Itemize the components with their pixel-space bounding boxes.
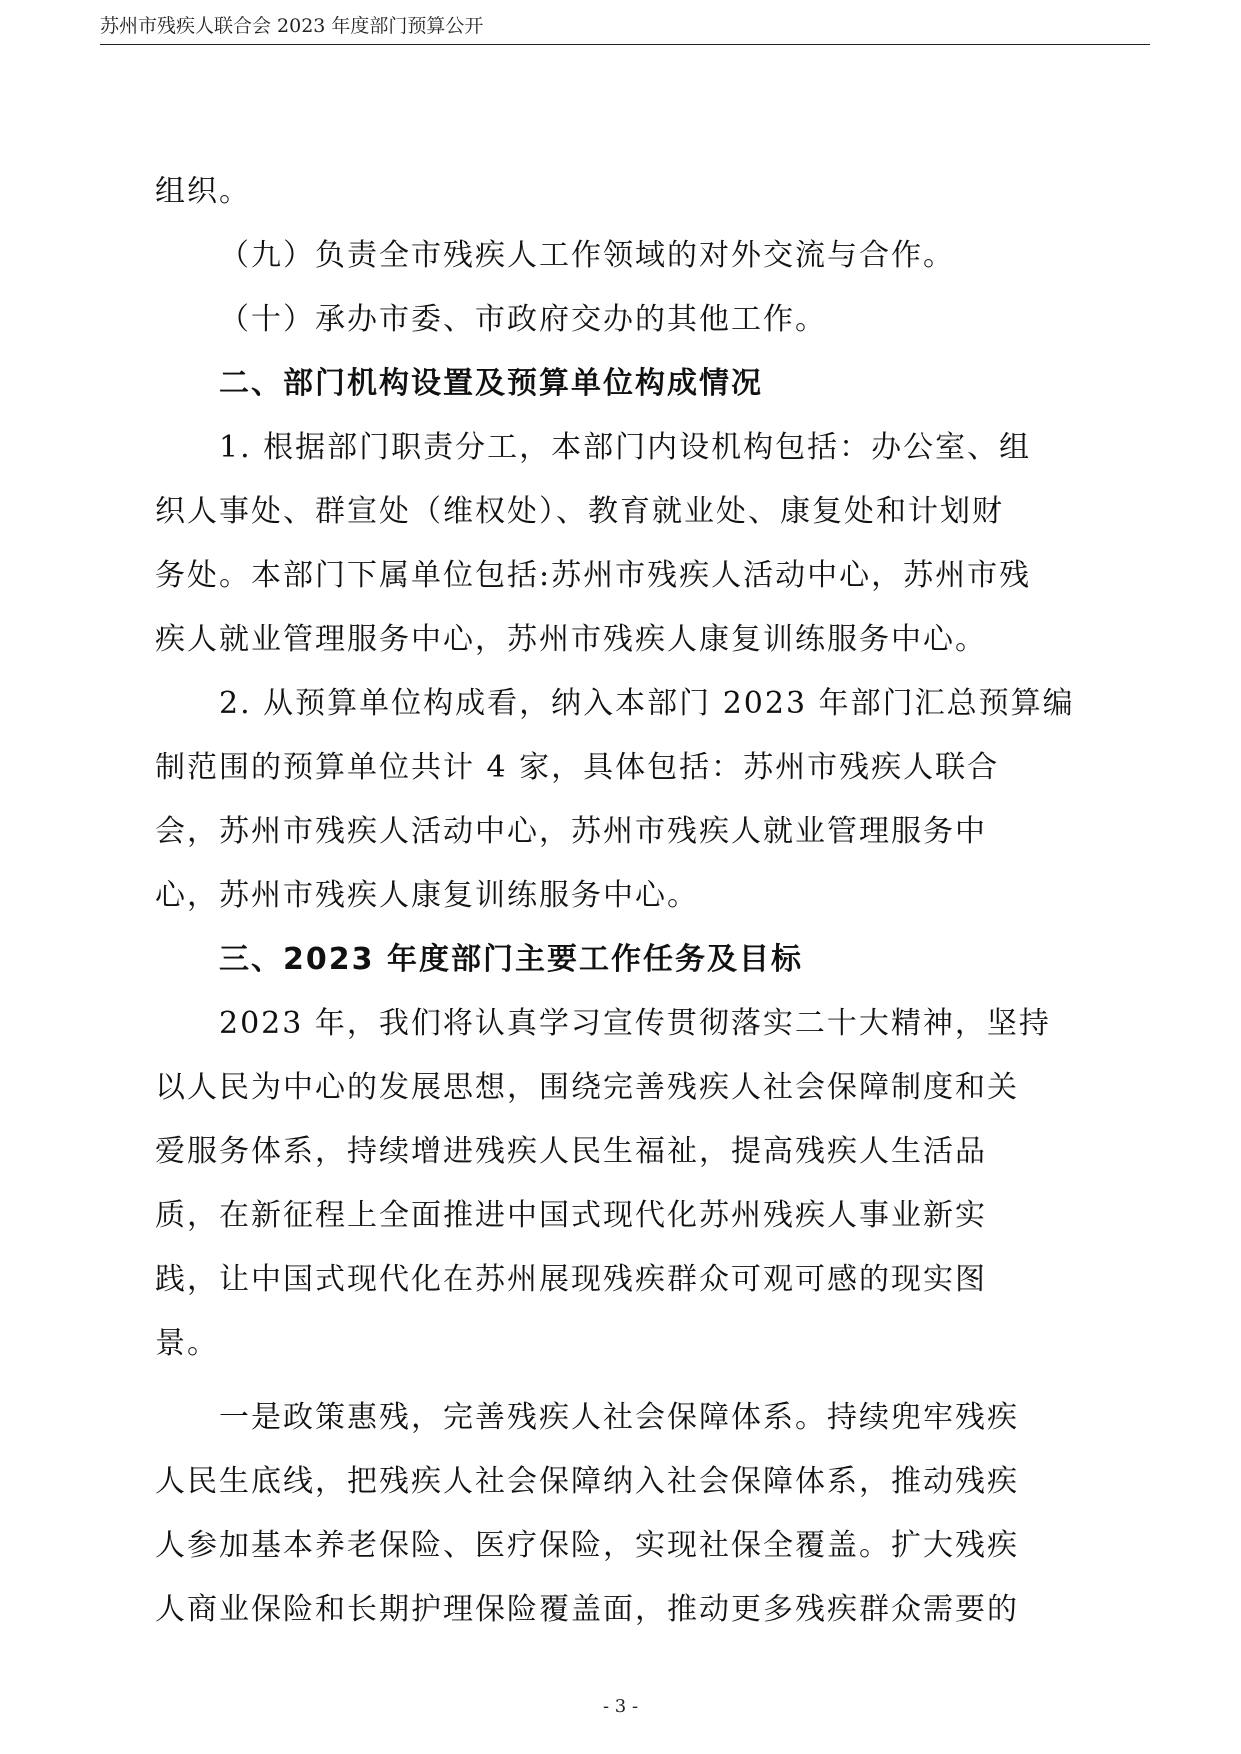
- text-line: 2023 年，我们将认真学习宣传贯彻落实二十大精神，坚持: [219, 1006, 1051, 1041]
- list-item-10: （十）承办市委、市政府交办的其他工作。: [219, 302, 827, 337]
- text-line: 人商业保险和长期护理保险覆盖面，推动更多残疾群众需要的: [155, 1592, 1019, 1627]
- text-line: 会，苏州市残疾人活动中心，苏州市残疾人就业管理服务中: [155, 814, 987, 849]
- section-heading-3: 三、2023 年度部门主要工作任务及目标: [219, 942, 803, 977]
- text-line: 践，让中国式现代化在苏州展现残疾群众可观可感的现实图: [155, 1262, 987, 1297]
- text-line: 2. 从预算单位构成看，纳入本部门 2023 年部门汇总预算编: [219, 686, 1075, 721]
- page-header: 苏州市残疾人联合会 2023 年度部门预算公开: [100, 15, 484, 37]
- paragraph-annual-goals: [155, 992, 1090, 1376]
- text-line: 景。: [155, 1326, 219, 1361]
- paragraph-policy-support: [155, 1386, 1090, 1642]
- text-line: 心，苏州市残疾人康复训练服务中心。: [155, 878, 699, 913]
- text-line: 务处。本部门下属单位包括:苏州市残疾人活动中心，苏州市残: [155, 558, 1032, 593]
- paragraph-budget-units: [155, 672, 1090, 928]
- paragraph-org-structure: [155, 416, 1090, 672]
- text-line: 质，在新征程上全面推进中国式现代化苏州残疾人事业新实: [155, 1198, 987, 1233]
- text-line: 1. 根据部门职责分工，本部门内设机构包括：办公室、组: [219, 430, 1032, 465]
- text-line: 制范围的预算单位共计 4 家，具体包括：苏州市残疾人联合: [155, 750, 1000, 785]
- text-line: 一是政策惠残，完善残疾人社会保障体系。持续兜牢残疾: [219, 1400, 1019, 1435]
- document-body: [155, 160, 1090, 1642]
- list-item-9: （九）负责全市残疾人工作领域的对外交流与合作。: [219, 238, 955, 273]
- text-line: 人参加基本养老保险、医疗保险，实现社保全覆盖。扩大残疾: [155, 1528, 1019, 1563]
- text-line: 爱服务体系，持续增进残疾人民生福祉，提高残疾人生活品: [155, 1134, 987, 1169]
- header-divider: [100, 44, 1150, 45]
- text-line: 以人民为中心的发展思想，围绕完善残疾人社会保障制度和关: [155, 1070, 1019, 1105]
- section-heading-2: 二、部门机构设置及预算单位构成情况: [219, 366, 763, 401]
- text-line: 织人事处、群宣处（维权处）、教育就业处、康复处和计划财: [155, 494, 1004, 529]
- text-line: 人民生底线，把残疾人社会保障纳入社会保障体系，推动残疾: [155, 1464, 1019, 1499]
- text-line: 疾人就业管理服务中心，苏州市残疾人康复训练服务中心。: [155, 622, 987, 657]
- page-number: - 3 -: [602, 1696, 639, 1717]
- paragraph-continuation: 组织。: [155, 174, 251, 209]
